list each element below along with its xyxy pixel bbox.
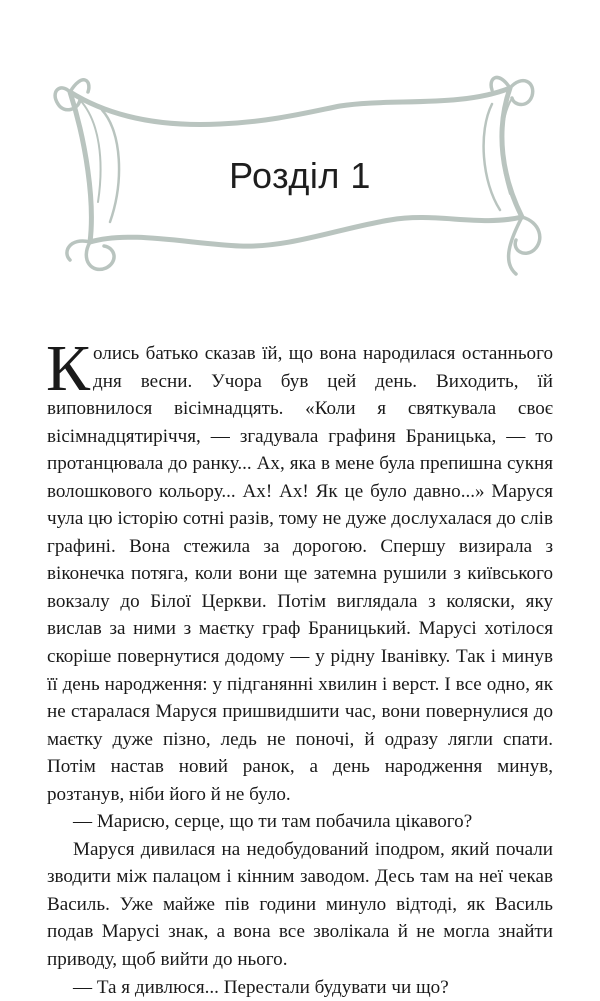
chapter-title: Розділ 1 <box>229 155 371 196</box>
chapter-body <box>46 332 553 1001</box>
paragraph-4: — Та я дивлюся... Перестали будувати чи що? <box>73 976 449 998</box>
paragraph-2: — Марисю, серце, що ти там побачила цікавого? <box>73 811 473 833</box>
paragraph-1 <box>46 332 553 808</box>
paragraph-3: Маруся дивилася на недобудований іподром, який почали зводити між палацом і кінним заводом. Десь там на неї чекав Василь. Уже майже пів години минуло відтоді, як Василь подав Марусі знак, а вона все зволікала й не могла знайти приводу, щоб вийти до нього. <box>47 838 553 971</box>
paragraph-1-text: олись батько сказав їй, що вона народилася останнього дня весни. Учора був цей день. Виходить, їй виповнилося вісімнадцять. «Коли я святкувала своє вісімнадцятиріччя, — згадувала графиня Браницька, — то протанцювала до ранку... Ах, яка в мене була препишна сукня волошкового кольору... Ах! Ах! Як це було давно...» Маруся чула цю історію сотні разів, тому не дуже дослухалася до слів графині. Вона стежила за дорогою. Спершу визирала з віконечка потяга, коли вони ще затемна рушили з київського вокзалу до Білої Церкви. Потім виглядала з коляски, яку вислав за ними з маєтку граф Браницький. Марусі хотілося скоріше повернутися додому — у рідну Іванівку. Так і минув її день народження: у підганянні хвилин і верст. І все одно, як не старалася Маруся пришвидшити час, вони повернулися до маєтку дуже пізно, ледь не поночі, й одразу лягли спати. Потім настав новий ранок, а день народження минув, розтанув, ніби його й не було. <box>47 343 553 805</box>
drop-cap: К <box>46 332 91 405</box>
